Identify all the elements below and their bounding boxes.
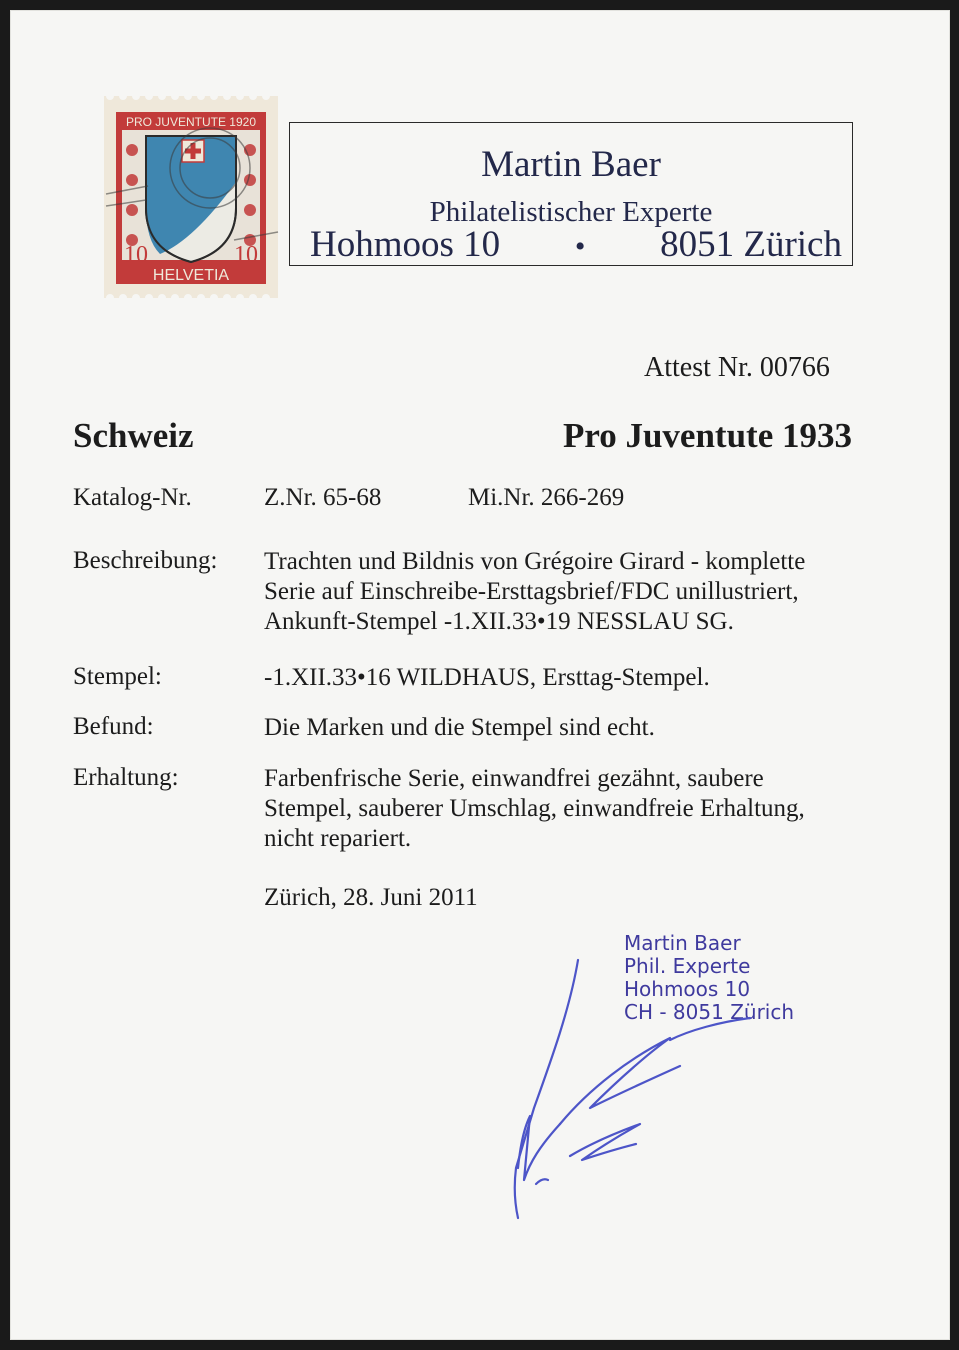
stamp-line: Hohmoos 10 (624, 977, 751, 1001)
description-line: Ankunft-Stempel -1.XII.33•19 NESSLAU SG. (264, 608, 734, 635)
finding-line: Die Marken und die Stempel sind echt. (264, 714, 655, 741)
expert-address (310, 223, 842, 266)
stamp-value-left: 10 (124, 242, 148, 268)
expert-header-box (289, 122, 853, 266)
stamp-line: Martin Baer (624, 931, 741, 955)
cancel-value (264, 663, 710, 693)
postage-stamp-image (98, 90, 284, 304)
cancel-label: Stempel: (73, 663, 162, 690)
address-separator: • (574, 230, 586, 263)
condition-value (264, 764, 805, 854)
expert-title: Philatelistischer Experte (429, 196, 713, 228)
expert-city: 8051 Zürich (660, 224, 842, 265)
cancel-line: -1.XII.33•16 WILDHAUS, Ersttag-Stempel. (264, 664, 710, 691)
issue-date: Zürich, 28. Juni 2011 (264, 884, 478, 911)
description-line: Trachten und Bildnis von Grégoire Girard - komplette (264, 548, 806, 575)
condition-line: nicht repariert. (264, 825, 412, 852)
stamp-line: Phil. Experte (624, 954, 751, 978)
catalog-minr: Mi.Nr. 266-269 (468, 484, 625, 511)
description-value (264, 547, 805, 637)
stamp-bottom-text: HELVETIA (152, 267, 230, 284)
expert-street: Hohmoos 10 (310, 224, 501, 265)
certificate-card (10, 10, 950, 1340)
stamp-value-right: 10 (234, 242, 258, 268)
issue-title: Pro Juventute 1933 (562, 416, 852, 455)
condition-line: Stempel, sauberer Umschlag, einwandfreie Erhaltung, (264, 795, 805, 822)
description-line: Serie auf Einschreibe-Ersttagsbrief/FDC unillustriert, (264, 578, 799, 605)
stamp-top-text: PRO JUVENTUTE 1920 (125, 115, 257, 129)
signature-image (500, 948, 760, 1228)
finding-value (264, 713, 655, 743)
attest-number: Attest Nr. 00766 (644, 352, 830, 383)
catalog-znr: Z.Nr. 65-68 (264, 484, 382, 511)
finding-label: Befund: (73, 713, 154, 740)
expert-name: Martin Baer (481, 144, 661, 185)
stamp-line: CH - 8051 Zürich (624, 1000, 795, 1024)
condition-line: Farbenfrische Serie, einwandfrei gezähnt, saubere (264, 765, 764, 792)
condition-label: Erhaltung: (73, 764, 179, 791)
description-label: Beschreibung: (73, 547, 218, 574)
catalog-label: Katalog-Nr. (73, 484, 192, 511)
country-title: Schweiz (73, 416, 194, 455)
